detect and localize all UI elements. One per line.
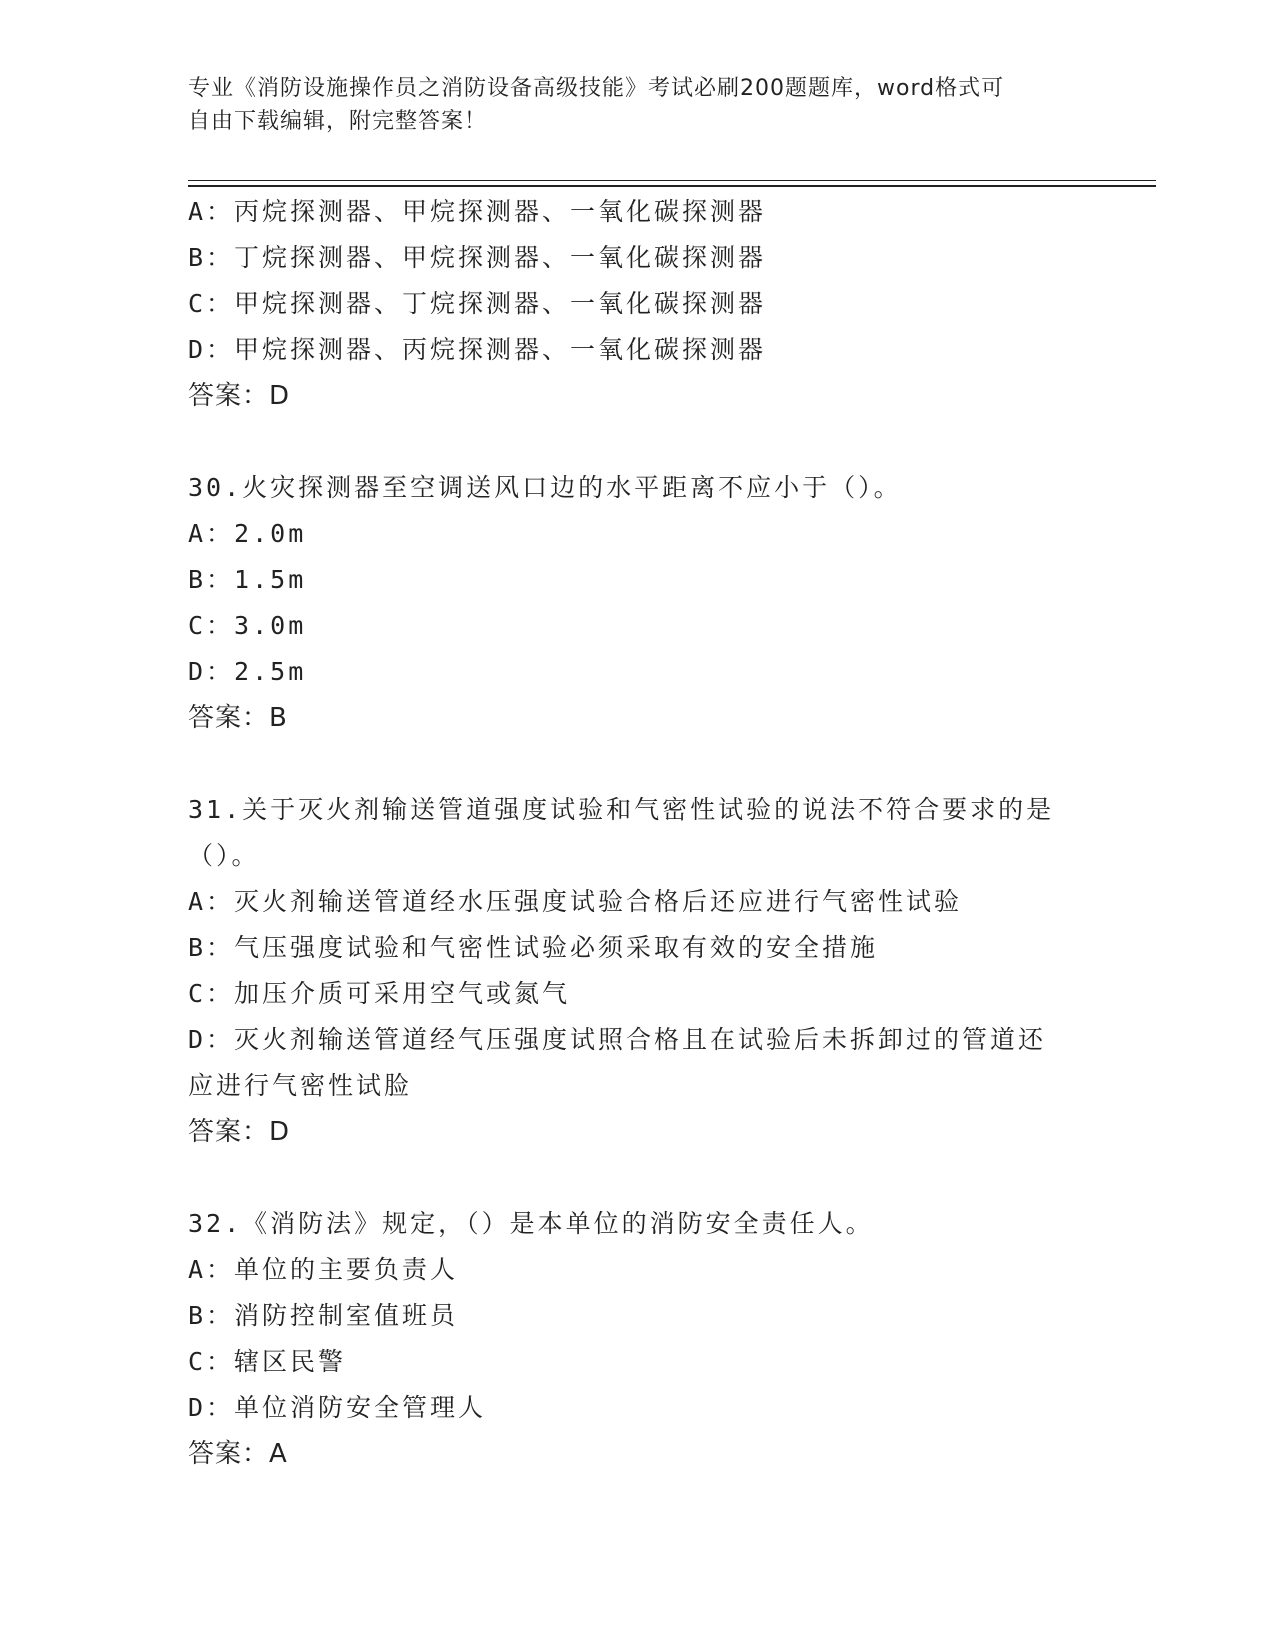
spacer — [188, 419, 1088, 465]
question-stem-continued: （）。 — [188, 841, 260, 870]
document-body — [188, 189, 1088, 1477]
option-c: C：甲烷探测器、丁烷探测器、一氧化碳探测器 — [188, 289, 767, 318]
question-block-31 — [188, 787, 1088, 1155]
option-c: C：3.0m — [188, 611, 307, 640]
option-d: D：单位消防安全管理人 — [188, 1393, 487, 1422]
option-a: A：2.0m — [188, 519, 307, 548]
answer-line: 答案：A — [188, 1439, 288, 1469]
option-b: B：丁烷探测器、甲烷探测器、一氧化碳探测器 — [188, 243, 767, 272]
question-block-30 — [188, 465, 1088, 741]
answer-line: 答案：B — [188, 703, 288, 733]
option-c: C：加压介质可采用空气或氮气 — [188, 979, 571, 1008]
header-divider-thick — [188, 185, 1156, 187]
question-stem: 32.《消防法》规定，（）是本单位的消防安全责任人。 — [188, 1209, 874, 1238]
spacer — [188, 1155, 1088, 1201]
option-d-continued: 应进行气密性试脸 — [188, 1071, 413, 1100]
question-stem: 30.火灾探测器至空调送风口边的水平距离不应小于（）。 — [188, 473, 902, 502]
option-d: D：灭火剂输送管道经气压强度试照合格且在试验后未拆卸过的管道还 — [188, 1025, 1047, 1054]
option-b: B：1.5m — [188, 565, 307, 594]
question-block-prev — [188, 189, 1088, 419]
option-a: A：丙烷探测器、甲烷探测器、一氧化碳探测器 — [188, 197, 767, 226]
option-b: B：气压强度试验和气密性试验必须采取有效的安全措施 — [188, 933, 879, 962]
question-stem: 31.关于灭火剂输送管道强度试验和气密性试验的说法不符合要求的是 — [188, 795, 1055, 824]
option-b: B：消防控制室值班员 — [188, 1301, 459, 1330]
answer-line: 答案：D — [188, 381, 291, 411]
option-c: C：辖区民警 — [188, 1347, 347, 1376]
option-d: D：2.5m — [188, 657, 307, 686]
option-a: A：灭火剂输送管道经水压强度试验合格后还应进行气密性试验 — [188, 887, 963, 916]
option-a: A：单位的主要负责人 — [188, 1255, 459, 1284]
document-header — [188, 72, 1068, 138]
answer-line: 答案：D — [188, 1117, 291, 1147]
header-line-2: 自由下载编辑，附完整答案！ — [188, 109, 488, 134]
question-block-32 — [188, 1201, 1088, 1477]
option-d: D：甲烷探测器、丙烷探测器、一氧化碳探测器 — [188, 335, 767, 364]
header-divider-thin — [188, 180, 1156, 181]
header-line-1: 专业《消防设施操作员之消防设备高级技能》考试必刷200题题库，word格式可 — [188, 76, 1005, 101]
spacer — [188, 741, 1088, 787]
